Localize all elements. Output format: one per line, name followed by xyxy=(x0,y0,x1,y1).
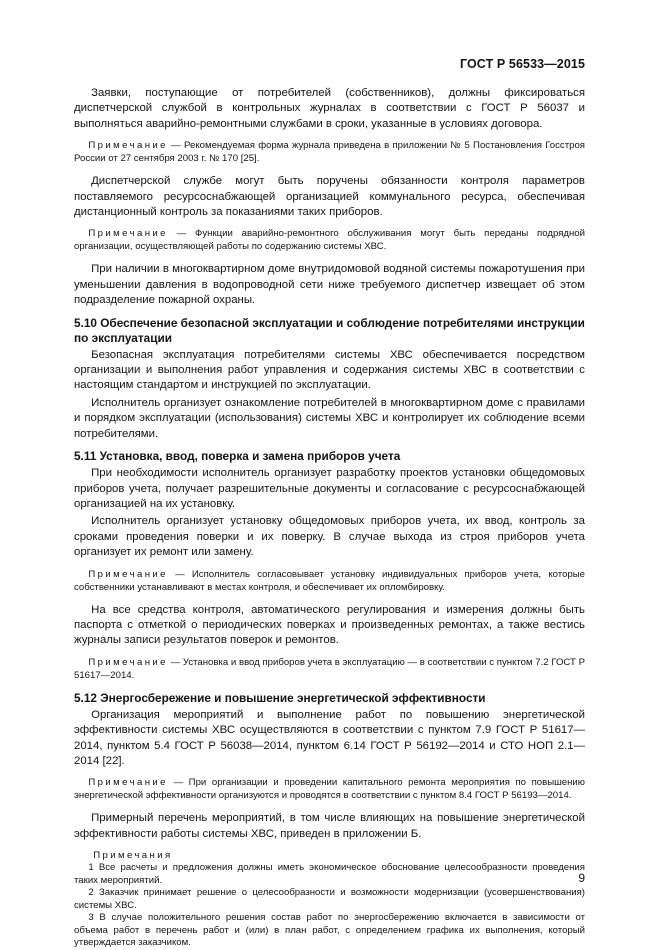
note xyxy=(74,776,585,802)
notes-list-item xyxy=(74,912,585,950)
paragraph xyxy=(74,174,585,220)
note-text: — При организации и проведении капитального ремонта мероприятия по повышению энергетической эффективности организуются и проводятся в соответствии с пунктом 8.4 ГОСТ Р 56193—2014. xyxy=(74,777,585,802)
note-label: Примечание xyxy=(88,568,168,580)
notes-title-text: Примечания xyxy=(93,850,173,862)
notes-title xyxy=(74,849,585,862)
notes-list-item-text: 2 Заказчик принимает решение о целесообразности и возможности модернизации (усовершенствования) системы ХВС. xyxy=(74,887,585,911)
document-code: ГОСТ Р 56533—2015 xyxy=(459,57,585,71)
paragraph-text: Исполнитель организует установку общедомовых приборов учета, их ввод, контроль за сроками проведения поверки и их поверку. В случае выхода из строя приборов учета организует их ремонт или замену. xyxy=(74,515,585,559)
document-body xyxy=(74,86,585,950)
note xyxy=(74,227,585,253)
paragraph xyxy=(74,86,585,132)
notes-list-item-text: 1 Все расчеты и предложения должны иметь экономическое обоснование целесообразности проведения таких мероприятий. xyxy=(74,862,585,886)
section-heading xyxy=(74,449,585,464)
paragraph-text: При наличии в многоквартирном доме внутридомовой водяной системы пожаротушения при уменьшении давления в водопроводной сети ниже требуемого диспетчер извещает об этом подразделение пожарной охраны. xyxy=(74,263,585,307)
notes-list-item xyxy=(74,862,585,887)
paragraph xyxy=(74,603,585,649)
note-text: — Функции аварийно-ремонтного обслуживания могут быть переданы подрядной организации, осуществляющей работы по содержанию системы ХВС. xyxy=(74,228,585,253)
section-heading xyxy=(74,691,585,706)
paragraph-text: Безопасная эксплуатация потребителями системы ХВС обеспечивается посредством организации и выполнения работ управления и содержания системы ХВС в соответствии с настоящим стандартом и инструкцией по эксплуатации. xyxy=(74,348,585,392)
section-heading-text: 5.11 Установка, ввод, поверка и замена приборов учета xyxy=(74,449,401,464)
page-number: 9 xyxy=(578,871,585,885)
paragraph-text: Диспетчерской службе могут быть поручены обязанности контроля параметров поставляемого ресурсоснабжающей организацией коммунального ресурса, обеспечивая дистанционный контроль за показаниями таких приборов. xyxy=(74,175,585,219)
notes-list-item xyxy=(74,887,585,912)
paragraph xyxy=(74,262,585,308)
paragraph xyxy=(74,396,585,442)
paragraph-text: Примерный перечень мероприятий, в том числе влияющих на повышение энергетической эффективности работы системы ХВС, приведен в приложении Б. xyxy=(74,812,585,840)
note-label: Примечание xyxy=(88,656,168,668)
paragraph-text: На все средства контроля, автоматического регулирования и измерения должны быть паспорта с отметкой о периодических поверках и произведенных ремонтах, а также вестись журналы записи результатов поверок и ремонтов. xyxy=(74,603,585,647)
paragraph xyxy=(74,348,585,394)
note xyxy=(74,568,585,594)
note-text: — Исполнитель согласовывает установку индивидуальных приборов учета, которые собственники устанавливают в местах контроля, и обеспечивает их опломбировку. xyxy=(74,568,585,593)
paragraph-text: Исполнитель организует ознакомление потребителей в многоквартирном доме с правилами и порядком эксплуатации (использования) системы ХВС и контролирует их соблюдение всеми потребителями. xyxy=(74,396,585,440)
section-heading-text: 5.10 Обеспечение безопасной эксплуатации и соблюдение потребителями инструкции по эксплуатации xyxy=(74,315,585,345)
paragraph xyxy=(74,708,585,770)
paragraph-text: Организация мероприятий и выполнение работ по повышению энергетической эффективности системы ХВС осуществляются в соответствии с пунктом 7.9 ГОСТ Р 51617—2014, пунктом 5.4 ГОСТ Р 56038—2014, пунктом 6.14 ГОСТ Р 56192—2014 и СТО НОП 2.1—2014 [22]. xyxy=(74,708,585,767)
note xyxy=(74,656,585,682)
paragraph xyxy=(74,811,585,842)
paragraph-text: При необходимости исполнитель организует разработку проектов установки общедомовых приборов учета, получает разрешительные документы и согласование с ресурсоснабжающей организацией на их установку. xyxy=(74,467,585,510)
note-label: Примечание xyxy=(88,140,168,152)
note-label: Примечание xyxy=(88,228,168,240)
note xyxy=(74,139,585,165)
section-heading xyxy=(74,316,585,346)
paragraph-text: Заявки, поступающие от потребителей (собственников), должны фиксироваться диспетчерской службой в контрольных журналах в соответствии с ГОСТ Р 56037 и выполняться аварийно-ремонтными службами в сроки, указанные в условиях договора. xyxy=(74,87,585,130)
notes-list-item-text: 3 В случае положительного решения состав работ по энергосбережению включается в зависимости от объема работ в перечень работ и (или) в план работ, с определением графика их выполнения, который утверждается заказчиком. xyxy=(74,912,585,949)
note-text: — Установка и ввод приборов учета в эксплуатацию — в соответствии с пунктом 7.2 ГОСТ Р 51617—2014. xyxy=(74,656,585,681)
paragraph xyxy=(74,514,585,560)
note-text: — Рекомендуемая форма журнала приведена в приложении № 5 Постановления Госстроя России от 27 сентября 2003 г. № 170 [25]. xyxy=(74,140,585,165)
paragraph xyxy=(74,466,585,512)
section-heading-text: 5.12 Энергосбережение и повышение энергетической эффективности xyxy=(74,690,486,705)
note-label: Примечание xyxy=(88,777,168,789)
